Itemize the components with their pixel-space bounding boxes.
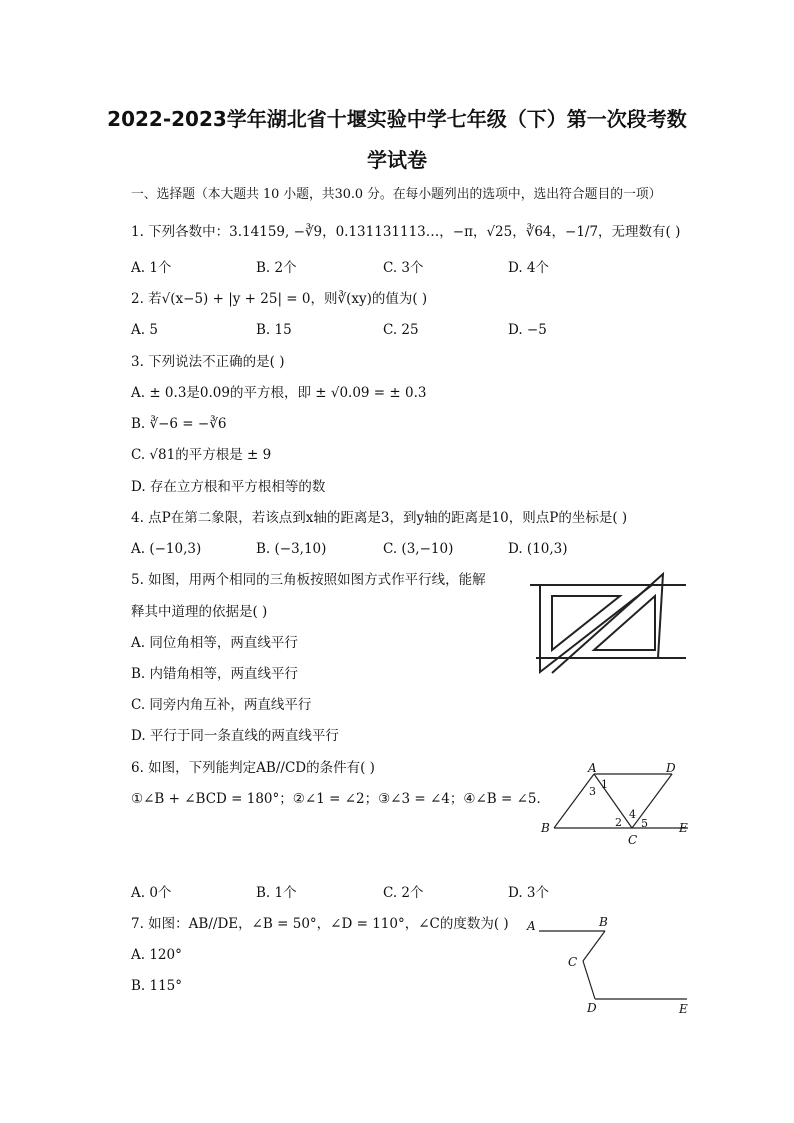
q6-option-d[interactable]: D. 3个: [508, 885, 550, 901]
q7-option-b[interactable]: B. 115°: [131, 978, 183, 994]
q7-zigzag-figure: [525, 912, 695, 1018]
q7-label-a: A: [527, 919, 536, 933]
q7-label-b: B: [599, 915, 608, 929]
question-6-stem: 6. 如图，下列能判定AB//CD的条件有( ): [131, 760, 375, 776]
q7-label-d: D: [587, 1001, 597, 1015]
q3-option-c[interactable]: C. √81的平方根是 ± 9: [131, 447, 272, 463]
q2-option-b[interactable]: B. 15: [256, 322, 292, 338]
q1-option-b[interactable]: B. 2个: [256, 260, 297, 276]
question-4-stem: 4. 点P在第二象限，若该点到x轴的距离是3，到y轴的距离是10，则点P的坐标是( ): [131, 510, 628, 526]
q6-label-e: E: [679, 821, 688, 835]
q1-option-d[interactable]: D. 4个: [508, 260, 550, 276]
q4-option-a[interactable]: A. (−10,3): [131, 541, 202, 557]
question-3-stem: 3. 下列说法不正确的是( ): [131, 354, 285, 370]
q6-option-c[interactable]: C. 2个: [383, 885, 424, 901]
q5-option-c[interactable]: C. 同旁内角互补，两直线平行: [131, 697, 312, 713]
q3-option-d[interactable]: D. 存在立方根和平方根相等的数: [131, 479, 326, 495]
q4-option-d[interactable]: D. (10,3): [508, 541, 568, 557]
question-2-stem: 2. 若√(x−5) + |y + 25| = 0，则∛(xy)的值为( ): [131, 291, 428, 307]
q2-option-d[interactable]: D. −5: [508, 322, 547, 338]
q3-option-b[interactable]: B. ∛−6 = −∛6: [131, 416, 227, 432]
q6-label-b: B: [541, 821, 550, 835]
q6-label-a: A: [588, 761, 597, 775]
paper-title-line1: 2022-2023学年湖北省十堰实验中学七年级（下）第一次段考数: [107, 107, 687, 131]
section-heading: 一、选择题（本大题共 10 小题，共30.0 分。在每小题列出的选项中，选出符合题目的一项）: [131, 187, 662, 202]
q5-triangle-rulers-figure: [530, 572, 690, 676]
q1-option-c[interactable]: C. 3个: [383, 260, 424, 276]
question-6-conditions: ①∠B + ∠BCD = 180°；②∠1 = ∠2；③∠3 = ∠4；④∠B = ∠5．: [131, 791, 551, 807]
q7-option-a[interactable]: A. 120°: [131, 947, 182, 963]
q6-parallelogram-figure: [536, 758, 694, 848]
question-7-stem: 7. 如图：AB//DE，∠B = 50°，∠D = 110°，∠C的度数为( ): [131, 916, 509, 932]
q2-option-c[interactable]: C. 25: [383, 322, 419, 338]
q5-option-a[interactable]: A. 同位角相等，两直线平行: [131, 635, 298, 651]
q6-label-c: C: [628, 833, 638, 847]
q6-angle-3: 3: [589, 785, 596, 798]
q6-angle-5: 5: [641, 817, 648, 830]
q2-option-a[interactable]: A. 5: [131, 322, 158, 338]
q6-option-a[interactable]: A. 0个: [131, 885, 172, 901]
q5-option-d[interactable]: D. 平行于同一条直线的两直线平行: [131, 728, 339, 744]
q1-option-a[interactable]: A. 1个: [131, 260, 172, 276]
question-5-stem-line1: 5. 如图，用两个相同的三角板按照如图方式作平行线，能解: [131, 572, 486, 588]
q3-option-a[interactable]: A. ± 0.3是0.09的平方根，即 ± √0.09 = ± 0.3: [131, 385, 427, 401]
q6-label-d: D: [666, 761, 676, 775]
q7-label-e: E: [679, 1002, 688, 1016]
q6-option-b[interactable]: B. 1个: [256, 885, 297, 901]
q6-angle-2: 2: [615, 816, 622, 829]
q7-label-c: C: [568, 955, 578, 969]
q4-option-c[interactable]: C. (3,−10): [383, 541, 454, 557]
q6-angle-4: 4: [629, 808, 636, 821]
q4-option-b[interactable]: B. (−3,10): [256, 541, 327, 557]
paper-title-line2: 学试卷: [367, 148, 427, 172]
question-5-stem-line2: 释其中道理的依据是( ): [131, 604, 268, 620]
q5-option-b[interactable]: B. 内错角相等，两直线平行: [131, 666, 299, 682]
q6-angle-1: 1: [601, 778, 608, 791]
question-1-stem: 1. 下列各数中：3.14159, −∛9，0.131131113…，−π，√25，∛64，−1/7，无理数有( ): [131, 224, 681, 240]
